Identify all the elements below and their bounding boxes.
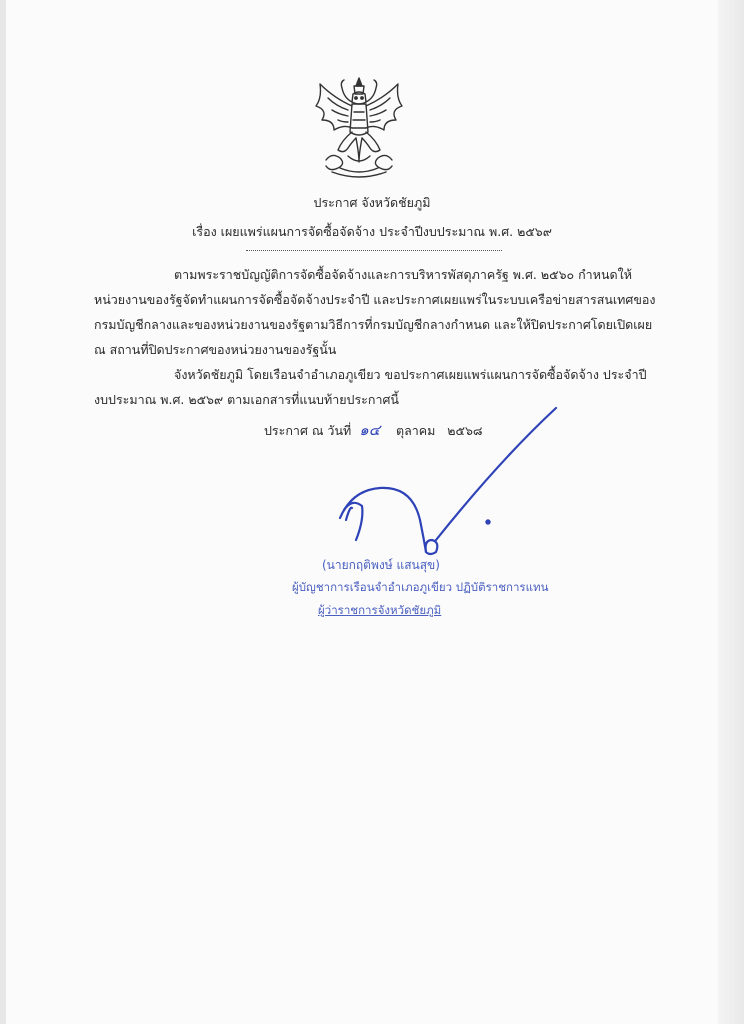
garuda-emblem-icon [312,76,406,180]
header-divider [246,250,502,251]
paragraph-1-line-4: ณ สถานที่ปิดประกาศของหน่วยงานของรัฐนั้น [94,342,337,357]
stamp-position-line-2: ผู้ว่าราชการจังหวัดชัยภูมิ [318,603,442,617]
date-day: ๑๔ [359,421,381,439]
body-paragraph-2 [94,362,650,412]
date-year: ๒๕๖๘ [447,423,483,438]
scan-edge-left [0,0,6,1024]
paragraph-1-line-3: กรมบัญชีกลางและของหน่วยงานของรัฐตามวิธีการที่กรมบัญชีกลางกำหนด และให้ปิดประกาศโดยเปิดเผย [94,317,653,332]
announcement-title: ประกาศ จังหวัดชัยภูมิ [313,195,431,210]
scan-edge-right [718,0,744,1024]
stamp-name: (นายกฤติพงษ์ แสนสุข) [322,558,440,572]
paragraph-1-line-1: ตามพระราชบัญญัติการจัดซื้อจัดจ้างและการบริหารพัสดุภาครัฐ พ.ศ. ๒๕๖๐ กำหนดให้ [174,267,632,282]
paragraph-1-line-2: หน่วยงานของรัฐจัดทำแผนการจัดซื้อจัดจ้างประจำปี และประกาศเผยแพร่ในระบบเครือข่ายสารสนเทศของ [94,292,656,307]
stamp-position-line-1: ผู้บัญชาการเรือนจำอำเภอภูเขียว ปฏิบัติราชการแทน [292,580,549,594]
paragraph-2-line-1: จังหวัดชัยภูมิ โดยเรือนจำอำเภอภูเขียว ขอประกาศเผยแพร่แผนการจัดซื้อจัดจ้าง ประจำปี [174,367,647,382]
date-prefix: ประกาศ ณ วันที่ [264,423,352,438]
paragraph-2-line-2: งบประมาณ พ.ศ. ๒๕๖๙ ตามเอกสารที่แนบท้ายประกาศนี้ [94,392,399,407]
announcement-subject: เรื่อง เผยแพร่แผนการจัดซื้อจัดจ้าง ประจำปีงบประมาณ พ.ศ. ๒๕๖๙ [192,224,552,239]
date-month: ตุลาคม [395,423,436,438]
announcement-date [264,418,483,442]
body-paragraph-1 [94,262,656,362]
